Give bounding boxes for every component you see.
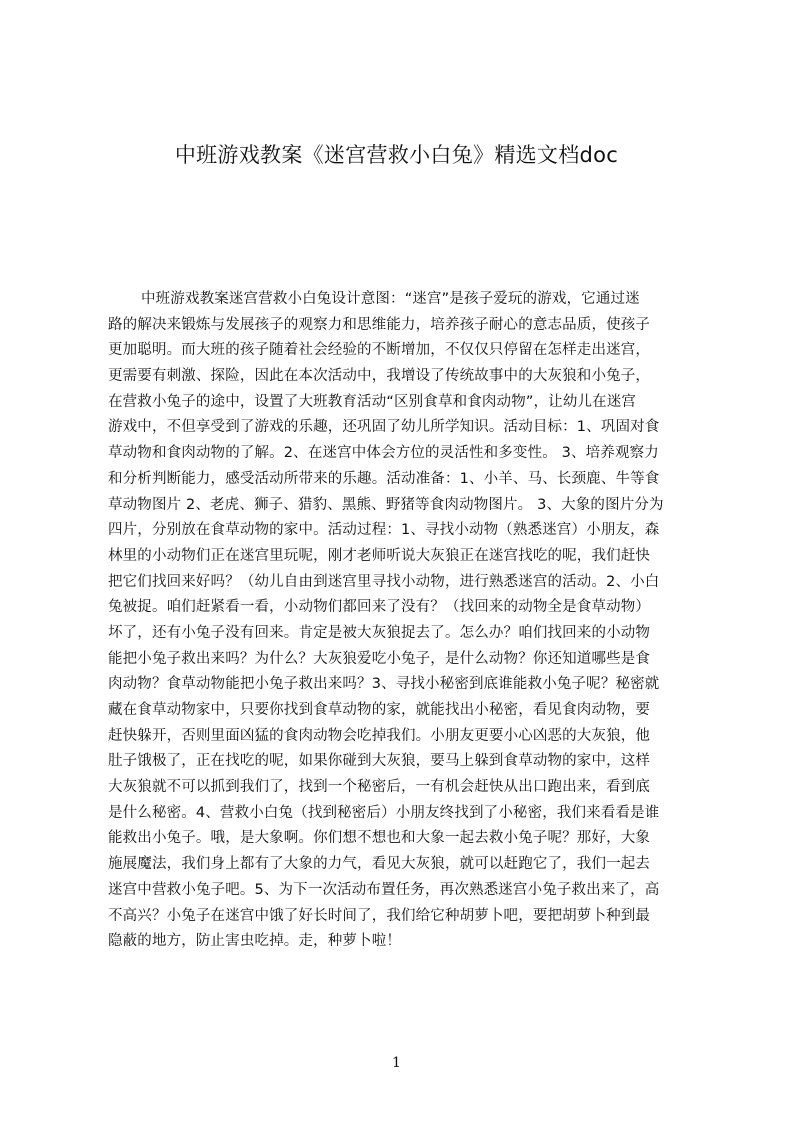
text-line: 肚子饿极了，正在找吃的呢，如果你碰到大灰狼，要马上躲到食草动物的家中，这样 xyxy=(108,753,651,770)
text-line: 更加聪明。而大班的孩子随着社会经验的不断增加，不仅仅只停留在怎样走出迷宫， xyxy=(108,342,651,359)
text-line: 草动物图片 2、老虎、狮子、猎豹、黑熊、野猪等食肉动物图片。 3、大象的图片分为 xyxy=(108,496,664,513)
document-title: 中班游戏教案《迷宫营救小白兔》精选文档doc xyxy=(174,143,619,167)
text-line: 赶快躲开，否则里面凶猛的食肉动物会吃掉我们。小朋友更要小心凶恶的大灰狼，他 xyxy=(108,727,651,744)
text-line: 草动物和食肉动物的了解。2、在迷宫中体会方位的灵活性和多变性。 3、培养观察力 xyxy=(108,445,659,462)
text-line: 和分析判断能力，感受活动所带来的乐趣。活动准备：1、小羊、马、长颈鹿、牛等食 xyxy=(108,470,660,487)
text-line: 大灰狼就不可以抓到我们了，找到一个秘密后，一有机会赶快从出口跑出来，看到底 xyxy=(108,779,651,796)
text-line: 藏在食草动物家中，只要你找到食草动物的家，就能找出小秘密，看见食肉动物，要 xyxy=(108,702,651,718)
text-line: 路的解决来锻炼与发展孩子的观察力和思维能力，培养孩子耐心的意志品质，使孩子 xyxy=(108,316,651,333)
text-line: 不高兴？小兔子在迷宫中饿了好长时间了，我们给它种胡萝卜吧，要把胡萝卜种到最 xyxy=(108,907,651,924)
page-number: 1 xyxy=(392,1055,401,1071)
text-line: 施展魔法，我们身上都有了大象的力气，看见大灰狼，就可以赶跑它了，我们一起去 xyxy=(108,856,651,873)
text-line: 迷宫中营救小兔子吧。5、为下一次活动布置任务，再次熟悉迷宫小兔子救出来了，高 xyxy=(108,881,660,898)
text-line: 中班游戏教案迷宫营救小白兔设计意图：“迷宫”是孩子爱玩的游戏，它通过迷 xyxy=(141,291,640,307)
text-line: 在营救小兔子的途中，设置了大班教育活动“区别食草和食肉动物”，让幼儿在迷宫 xyxy=(108,393,637,410)
text-line: 游戏中，不但享受到了游戏的乐趣，还巩固了幼儿所学知识。活动目标：1、巩固对食 xyxy=(108,419,660,436)
text-line: 兔被捉。咱们赶紧看一看，小动物们都回来了没有？（找回来的动物全是食草动物） xyxy=(108,599,651,616)
text-line: 四片，分别放在食草动物的家中。活动过程：1、寻找小动物（熟悉迷宫）小朋友，森 xyxy=(108,522,660,539)
text-line: 坏了，还有小兔子没有回来。肯定是被大灰狼捉去了。怎么办？咱们找回来的小动物 xyxy=(108,624,651,641)
text-line: 林里的小动物们正在迷宫里玩呢，刚才老师听说大灰狼正在迷宫找吃的呢，我们赶快 xyxy=(108,547,651,564)
body-paragraph xyxy=(108,287,698,987)
text-line: 更需要有刺激、探险，因此在本次活动中，我增设了传统故事中的大灰狼和小兔子， xyxy=(108,368,651,385)
text-line: 能救出小兔子。哦，是大象啊。你们想不想也和大象一起去救小兔子呢？那好，大象 xyxy=(108,830,651,847)
text-line: 把它们找回来好吗？（幼儿自由到迷宫里寻找小动物，进行熟悉迷宫的活动。2、小白 xyxy=(108,573,660,590)
text-line: 隐蔽的地方，防止害虫吃掉。走，种萝卜啦！ xyxy=(108,933,401,950)
text-line: 能把小兔子救出来吗？为什么？大灰狼爱吃小兔子，是什么动物？你还知道哪些是食 xyxy=(108,650,651,667)
text-line: 是什么秘密。4、营救小白兔（找到秘密后）小朋友终找到了小秘密，我们来看看是谁 xyxy=(108,804,660,821)
text-line: 肉动物？食草动物能把小兔子救出来吗？3、寻找小秘密到底谁能救小兔子呢？秘密就 xyxy=(108,676,660,693)
